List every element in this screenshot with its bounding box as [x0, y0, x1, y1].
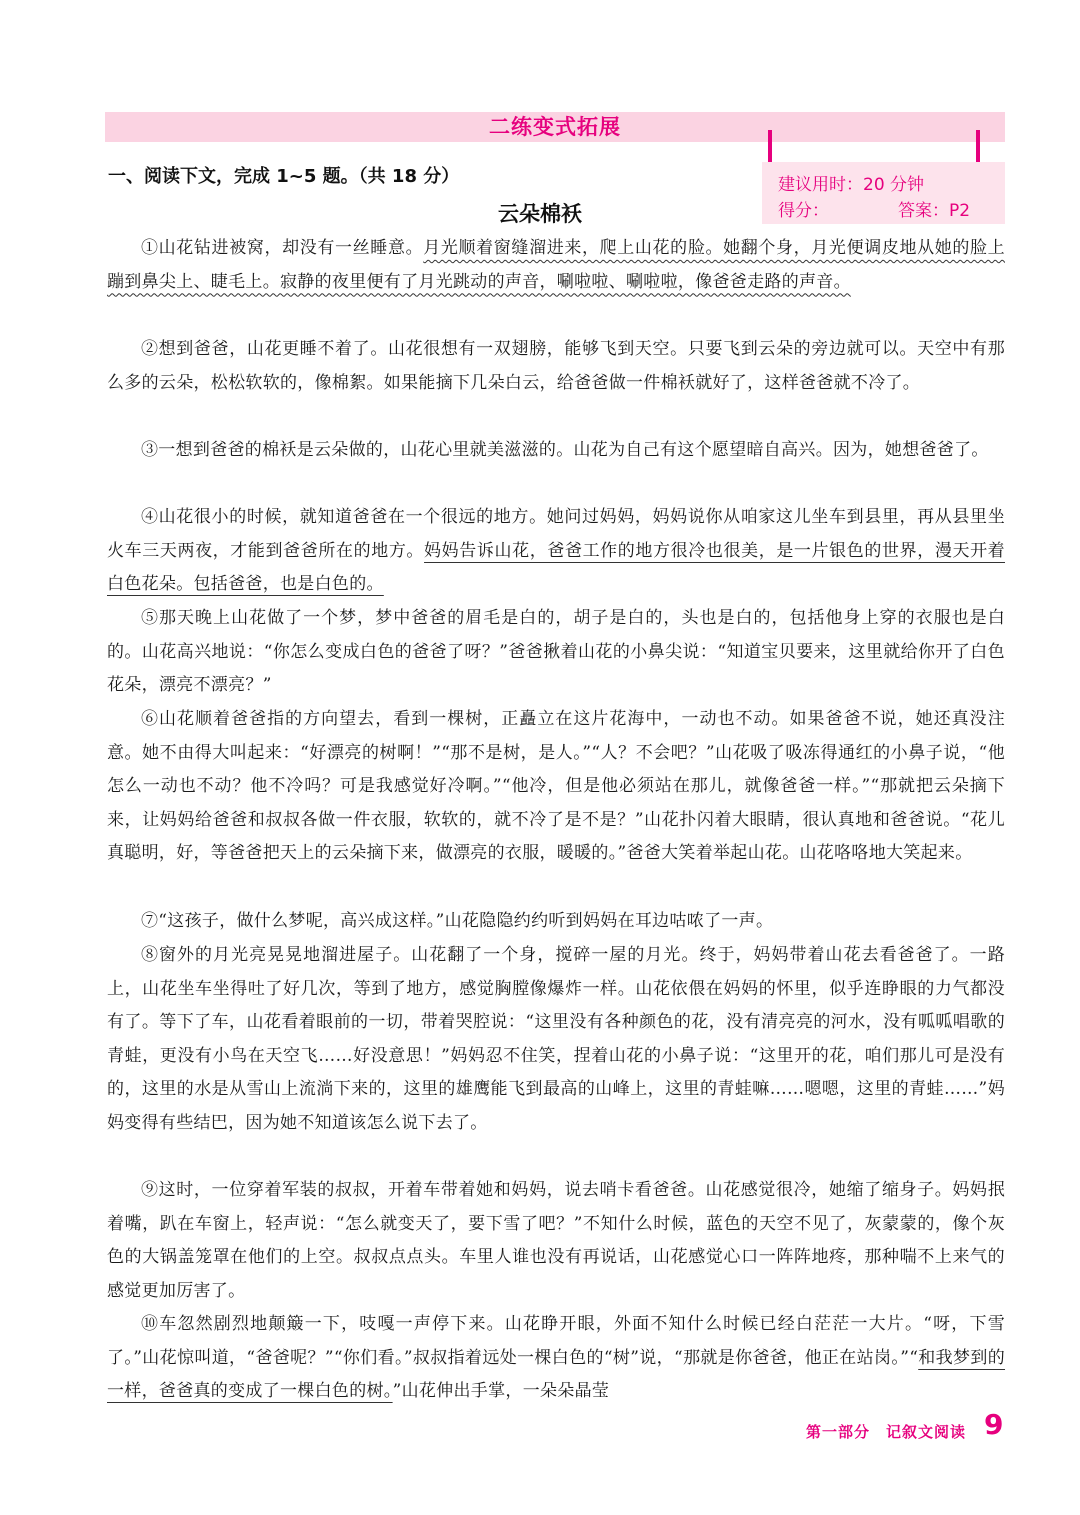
paragraph-10 [107, 1308, 1005, 1409]
answer-ref: 答案：P2 [898, 201, 971, 221]
paragraph-4-underlined: 妈妈告诉山花，爸爸工作的地方很冷也很美，是一片银色的世界，漫天开着白色花朵。包括爸爸，也是白色的。 [107, 540, 1005, 595]
paragraph-3: ③一想到爸爸的棉袄是云朵做的，山花心里就美滋滋的。山花为自己有这个愿望暗自高兴。因为，她想爸爸了。 [141, 440, 989, 460]
section-heading: 一、阅读下文，完成 1~5 题。（共 18 分） [108, 166, 460, 187]
paragraph-5: ⑤那天晚上山花做了一个梦，梦中爸爸的眉毛是白的，胡子是白的，头也是白的，包括他身上穿的衣服也是白的。山花高兴地说：“你怎么变成白色的爸爸了呀？”爸爸揪着山花的小鼻尖说：“知道宝贝要来，这里就给你开了白色花朵，漂亮不漂亮？” [107, 608, 1005, 696]
banner-title: 二练变式拓展 [489, 115, 621, 139]
section-banner [105, 112, 1005, 142]
paragraph-2: ②想到爸爸，山花更睡不着了。山花很想有一双翅膀，能够飞到天空。只要飞到云朵的旁边就可以。天空中有那么多的云朵，松松软软的，像棉絮。如果能摘下几朵白云，给爸爸做一件棉袄就好了，这样爸爸就不冷了。 [107, 339, 1005, 393]
paragraph-4-a: ④山花很小的时候，就知道爸爸在一个很远的地方。她问过妈妈，妈妈说你从咱家这儿坐车到县里，再从县里坐火车三天两夜，才能到爸爸所在的地方。 [107, 507, 1005, 561]
suggested-time: 建议用时：20 分钟 [778, 175, 925, 195]
paragraph-10-c: ”山花伸出手掌，一朵朵晶莹 [392, 1381, 610, 1402]
paragraph-10-a: ⑩车忽然剧烈地颠簸一下，吱嘎一声停下来。山花睁开眼，外面不知什么时候已经白茫茫一大片。“呀，下雪了。”山花惊叫道，“爸爸呢？”“你们看。”叔叔指着远处一棵白色的“树”说，“那就是你爸爸，他正在站岗。”“ [107, 1314, 1005, 1368]
story-title: 云朵棉袄 [498, 201, 582, 226]
paragraph-1-underlined: 月光顺着窗缝溜进来，爬上山花的脸。她翻个身，月光便调皮地从她的脸上蹦到鼻尖上、睫毛上。寂静的夜里便有了月光跳动的声音，唰啦啦、唰啦啦，像爸爸走路的声音。 [107, 238, 1005, 292]
paragraph-10-underlined: 和我梦到的一样，爸爸真的变成了一棵白色的树。 [107, 1347, 1006, 1402]
paragraph-4 [107, 501, 1005, 602]
paragraph-1-a: ①山花钻进被窝，却没有一丝睡意。 [141, 238, 424, 258]
paragraph-9: ⑨这时，一位穿着军装的叔叔，开着车带着她和妈妈，说去哨卡看爸爸。山花感觉很冷，她缩了缩身子。妈妈抿着嘴，趴在车窗上，轻声说：“怎么就变天了，要下雪了吧？”不知什么时候，蓝色的天空不见了，灰蒙蒙的，像个灰色的大锅盖笼罩在他们的上空。叔叔点点头。车里人谁也没有再说话，山花感觉心口一阵阵地疼，那种喘不上来气的感觉更加厉害了。 [107, 1180, 1005, 1301]
info-bar-left [768, 130, 772, 164]
paragraph-6: ⑥山花顺着爸爸指的方向望去，看到一棵树，正矗立在这片花海中，一动也不动。如果爸爸不说，她还真没注意。她不由得大叫起来：“好漂亮的树啊！”“那不是树，是人。”“人？不会吧？”山花吸了吸冻得通红的小鼻子说，“他怎么一动也不动？他不冷吗？可是我感觉好冷啊。”“他冷，但是他必须站在那儿，就像爸爸一样。”“那就把云朵摘下来，让妈妈给爸爸和叔叔各做一件衣服，软软的，就不冷了是不是？”山花扑闪着大眼睛，很认真地和爸爸说。“花儿真聪明，好，等爸爸把天上的云朵摘下来，做漂亮的衣服，暖暖的。”爸爸大笑着举起山花。山花咯咯地大笑起来。 [107, 709, 1005, 864]
page-number: 9 [984, 1408, 1004, 1441]
paragraph-8: ⑧窗外的月光亮晃晃地溜进屋子。山花翻了一个身，搅碎一屋的月光。终于，妈妈带着山花去看爸爸了。一路上，山花坐车坐得吐了好几次，等到了地方，感觉胸膛像爆炸一样。山花依偎在妈妈的怀里，似乎连睁眼的力气都没有了。等下了车，山花看着眼前的一切，带着哭腔说：“这里没有各种颜色的花，没有清亮亮的河水，没有呱呱唱歌的青蛙，更没有小鸟在天空飞……好没意思！”妈妈忍不住笑，捏着山花的小鼻子说：“这里开的花，咱们那儿可是没有的，这里的水是从雪山上流淌下来的，这里的雄鹰能飞到最高的山峰上，这里的青蛙嘛……嗯嗯，这里的青蛙……”妈妈变得有些结巴，因为她不知道该怎么说下去了。 [107, 945, 1005, 1133]
info-bar-right [976, 130, 980, 164]
score-label: 得分： [778, 201, 829, 221]
paragraph-7: ⑦“这孩子，做什么梦呢，高兴成这样。”山花隐隐约约听到妈妈在耳边咕哝了一声。 [141, 911, 774, 931]
footer-section: 第一部分 记叙文阅读 [806, 1423, 967, 1441]
paragraph-1 [107, 232, 1005, 299]
